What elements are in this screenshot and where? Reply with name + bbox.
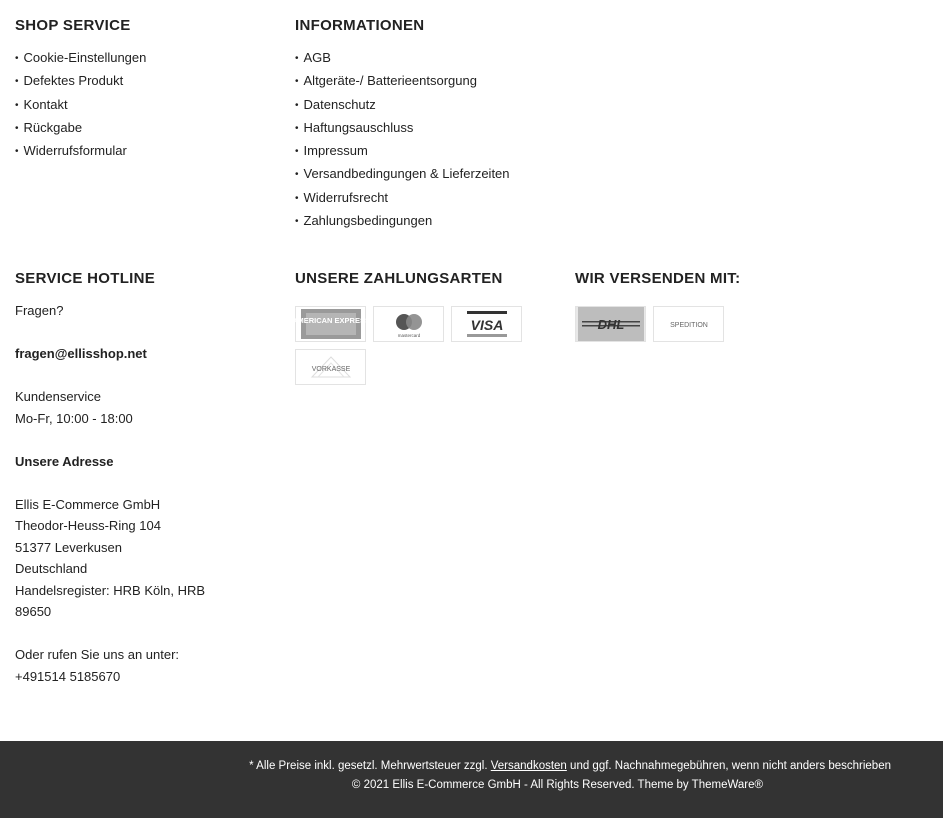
list-item bbox=[15, 117, 275, 140]
link-versandbedingungen[interactable]: Versandbedingungen & Lieferzeiten bbox=[303, 166, 510, 182]
link-rueckgabe[interactable]: Rückgabe bbox=[23, 119, 83, 135]
link-altgeraete-entsorgung[interactable]: Altgeräte-/ Batterieentsorgung bbox=[303, 73, 477, 89]
list-item bbox=[295, 210, 595, 233]
payment-heading: UNSERE ZAHLUNGSARTEN bbox=[295, 270, 503, 287]
vorkasse-icon bbox=[300, 351, 362, 383]
shipping-heading: WIR VERSENDEN MIT: bbox=[575, 270, 741, 287]
informationen-heading: INFORMATIONEN bbox=[295, 17, 425, 34]
dhl-label: DHL bbox=[597, 317, 624, 332]
mastercard-label: mastercard bbox=[397, 333, 420, 338]
visa-badge bbox=[451, 306, 522, 342]
questions-text: Fragen? bbox=[15, 303, 64, 318]
american-express-badge bbox=[291, 306, 370, 342]
city-address: 51377 Leverkusen bbox=[15, 539, 122, 555]
list-item bbox=[295, 47, 595, 70]
list-item bbox=[295, 163, 595, 186]
spedition-icon bbox=[658, 308, 720, 340]
link-zahlungsbedingungen[interactable]: Zahlungsbedingungen bbox=[303, 213, 433, 229]
list-item bbox=[295, 117, 595, 140]
visa-icon bbox=[456, 308, 518, 340]
footer-bar bbox=[0, 741, 943, 818]
price-notice-suffix: und ggf. Nachnahmegebühren, wenn nicht anders beschrieben bbox=[570, 760, 891, 772]
list-item bbox=[295, 187, 595, 210]
payment-section bbox=[291, 269, 555, 385]
link-agb[interactable]: AGB bbox=[303, 50, 331, 65]
shipping-badges bbox=[575, 306, 815, 342]
address-label: Unsere Adresse bbox=[15, 453, 114, 469]
list-item bbox=[295, 140, 595, 163]
link-haftungsauschluss[interactable]: Haftungsauschluss bbox=[303, 119, 414, 135]
spedition-badge bbox=[653, 306, 724, 342]
vorkasse-label: VORKASSE bbox=[311, 366, 350, 373]
payment-badges bbox=[291, 306, 535, 385]
link-defektes-produkt[interactable]: Defektes Produkt bbox=[23, 73, 124, 89]
link-cookie-einstellungen[interactable]: Cookie-Einstellungen bbox=[23, 50, 147, 65]
copyright-text: © 2021 Ellis E-Commerce GmbH - All Rights Reserved. Theme by ThemeWare® bbox=[351, 779, 763, 791]
service-hotline-heading: SERVICE HOTLINE bbox=[15, 270, 156, 287]
shipping-costs-link[interactable]: Versandkosten bbox=[490, 760, 567, 772]
visa-label: VISA bbox=[470, 317, 503, 333]
vorkasse-badge bbox=[295, 349, 366, 385]
company-name: Ellis E-Commerce GmbH bbox=[15, 496, 161, 512]
price-notice bbox=[249, 760, 891, 772]
informationen-section bbox=[295, 16, 595, 233]
link-datenschutz[interactable]: Datenschutz bbox=[303, 96, 376, 112]
dhl-badge bbox=[575, 306, 646, 342]
support-email[interactable]: fragen@ellisshop.net bbox=[15, 346, 147, 361]
list-item bbox=[295, 94, 595, 117]
mastercard-icon bbox=[378, 308, 440, 340]
street-address: Theodor-Heuss-Ring 104 bbox=[15, 518, 161, 533]
shop-service-list bbox=[15, 47, 275, 163]
country: Deutschland bbox=[15, 561, 88, 576]
service-hotline-section bbox=[15, 269, 235, 687]
shipping-section bbox=[575, 269, 835, 342]
spedition-label: SPEDITION bbox=[669, 322, 708, 329]
link-kontakt[interactable]: Kontakt bbox=[23, 96, 68, 112]
link-widerrufsrecht[interactable]: Widerrufsrecht bbox=[303, 189, 389, 205]
link-widerrufsformular[interactable]: Widerrufsformular bbox=[23, 143, 127, 159]
dhl-icon bbox=[578, 307, 644, 341]
call-label: Oder rufen Sie uns an unter: bbox=[15, 647, 180, 662]
list-item bbox=[15, 140, 275, 163]
list-item bbox=[15, 70, 275, 93]
commercial-register: Handelsregister: HRB Köln, HRB 89650 bbox=[15, 582, 206, 619]
informationen-list bbox=[295, 47, 595, 233]
list-item bbox=[15, 94, 275, 117]
list-item bbox=[15, 47, 275, 70]
phone-number[interactable]: +491514 5185670 bbox=[15, 668, 121, 684]
customer-service-label: Kundenservice bbox=[15, 389, 101, 404]
list-item bbox=[295, 70, 595, 93]
link-impressum[interactable]: Impressum bbox=[303, 143, 368, 159]
amex-label-top: AMERICAN EXPRESS bbox=[291, 316, 370, 325]
shop-service-heading: SHOP SERVICE bbox=[15, 17, 131, 34]
american-express-icon bbox=[291, 308, 370, 340]
mastercard-badge bbox=[373, 306, 444, 342]
shop-service-section bbox=[15, 16, 275, 163]
price-notice-prefix: * Alle Preise inkl. gesetzl. Mehrwertsteuer zzgl. bbox=[249, 760, 488, 772]
service-hours: Mo-Fr, 10:00 - 18:00 bbox=[15, 410, 133, 426]
